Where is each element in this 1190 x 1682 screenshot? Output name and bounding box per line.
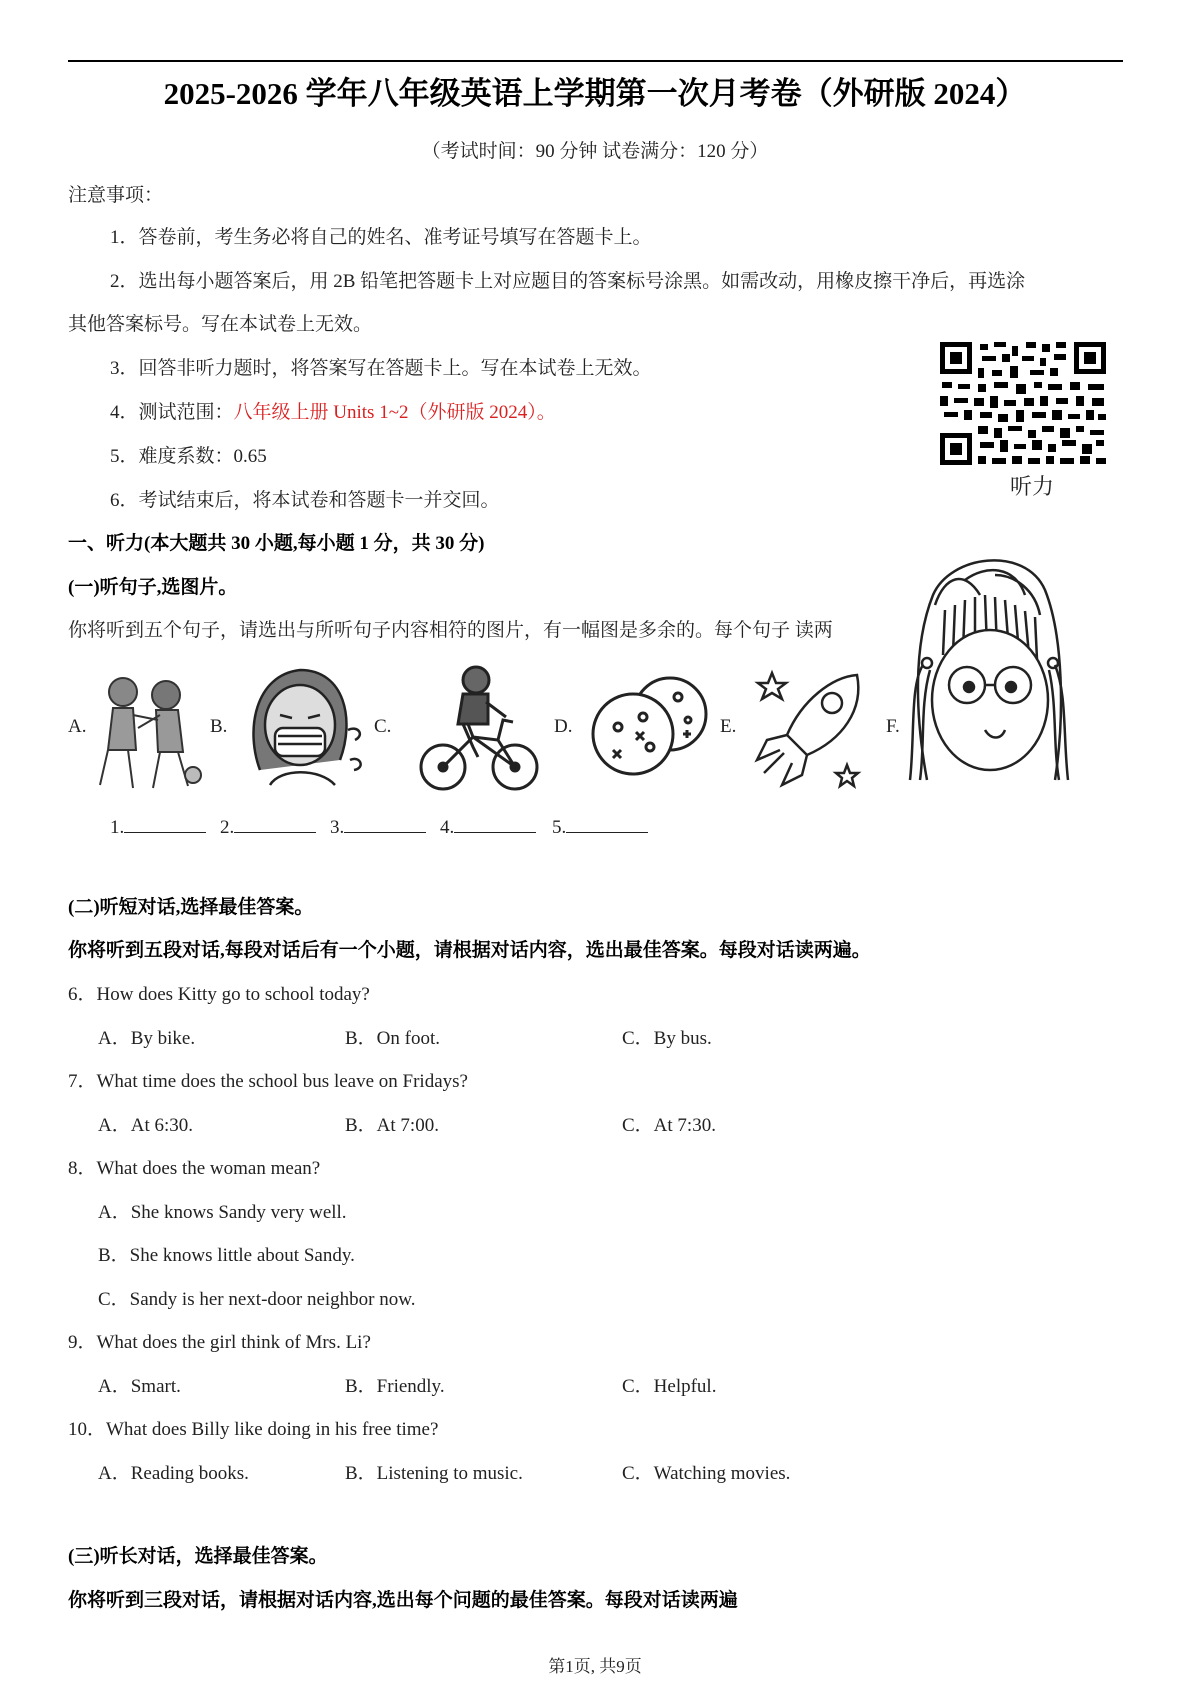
q6-option-c[interactable]: C．By bus. bbox=[622, 1028, 712, 1049]
q6-option-b[interactable]: B．On foot. bbox=[345, 1028, 441, 1049]
q8-option-a[interactable]: A．She knows Sandy very well. bbox=[98, 1202, 347, 1223]
pic-label-e: E. bbox=[720, 716, 737, 737]
q9-option-a[interactable]: A．Smart. bbox=[98, 1376, 181, 1397]
pic-label-b: B. bbox=[210, 716, 228, 737]
notice-item-2-cont: 其他答案标号。写在本试卷上无效。 bbox=[68, 314, 373, 335]
scope-end: 。 bbox=[536, 402, 556, 423]
part2-heading: (二)听短对话,选择最佳答案。 bbox=[68, 897, 314, 918]
q6-option-a[interactable]: A．By bike. bbox=[98, 1028, 196, 1049]
notice-item-5: 5．难度系数：0.65 bbox=[110, 446, 267, 467]
answer-blank-4[interactable]: 4. bbox=[440, 814, 544, 839]
question-6: 6．How does Kitty go to school today? bbox=[68, 984, 370, 1005]
part1-instruction: 你将听到五个句子，请选出与所听句子内容相符的图片，有一幅图是多余的。每个句子 读两 bbox=[68, 620, 833, 641]
notice-item-3: 3．回答非听力题时，将答案写在答题卡上。写在本试卷上无效。 bbox=[110, 358, 652, 379]
part1-heading: (一)听句子,选图片。 bbox=[68, 577, 238, 598]
rocket-icon bbox=[752, 665, 872, 790]
answer-blank-5[interactable]: 5. bbox=[552, 814, 656, 839]
q8-option-c[interactable]: C．Sandy is her next-door neighbor now. bbox=[98, 1289, 416, 1310]
page-footer: 第1页, 共9页 bbox=[548, 1657, 642, 1676]
notice-heading: 注意事项： bbox=[68, 185, 164, 206]
q7-option-a[interactable]: A．At 6:30. bbox=[98, 1115, 194, 1136]
q7-option-b[interactable]: B．At 7:00. bbox=[345, 1115, 439, 1136]
top-rule bbox=[68, 60, 1123, 62]
question-9: 9．What does the girl think of Mrs. Li? bbox=[68, 1332, 371, 1353]
pic-label-f: F. bbox=[886, 716, 900, 737]
answer-blank-1[interactable]: 1. bbox=[110, 814, 214, 839]
exam-info: （考试时间：90 分钟 试卷满分：120 分） bbox=[421, 141, 769, 162]
part3-heading: (三)听长对话，选择最佳答案。 bbox=[68, 1546, 328, 1567]
scope-highlight: 八年级上册 Units 1~2（外研版 2024） bbox=[233, 402, 537, 423]
qr-code-icon[interactable] bbox=[938, 340, 1108, 467]
q7-option-c[interactable]: C．At 7:30. bbox=[622, 1115, 716, 1136]
notice-item-2: 2．选出每小题答案后，用 2B 铅笔把答题卡上对应题目的答案标号涂黑。如需改动，用橡皮擦干净后，再选涂 bbox=[110, 271, 1026, 292]
cookies-icon bbox=[588, 672, 713, 777]
question-8: 8．What does the woman mean? bbox=[68, 1158, 321, 1179]
notice-item-4 bbox=[110, 397, 556, 424]
page-title: 2025-2026 学年八年级英语上学期第一次月考卷（外研版 2024） bbox=[163, 76, 1027, 111]
kids-fighting-icon bbox=[88, 670, 203, 795]
q9-option-c[interactable]: C．Helpful. bbox=[622, 1376, 717, 1397]
notice-item-6: 6．考试结束后，将本试卷和答题卡一并交回。 bbox=[110, 490, 500, 511]
part3-instruction: 你将听到三段对话，请根据对话内容,选出每个问题的最佳答案。每段对话读两遍 bbox=[68, 1590, 738, 1611]
section1-heading: 一、听力(本大题共 30 小题,每小题 1 分，共 30 分) bbox=[68, 533, 485, 554]
notice-item-1: 1．答卷前，考生务必将自己的姓名、准考证号填写在答题卡上。 bbox=[110, 227, 652, 248]
q10-option-c[interactable]: C．Watching movies. bbox=[622, 1463, 791, 1484]
q8-option-b[interactable]: B．She knows little about Sandy. bbox=[98, 1245, 355, 1266]
pic-label-c: C. bbox=[374, 716, 392, 737]
question-10: 10．What does Billy like doing in his free time? bbox=[68, 1419, 439, 1440]
answer-blank-3[interactable]: 3. bbox=[330, 814, 434, 839]
pic-label-a: A. bbox=[68, 716, 87, 737]
q10-option-b[interactable]: B．Listening to music. bbox=[345, 1463, 523, 1484]
girl-illustration-icon bbox=[905, 535, 1070, 785]
q10-option-a[interactable]: A．Reading books. bbox=[98, 1463, 249, 1484]
boy-cycling-icon bbox=[418, 662, 543, 797]
q9-option-b[interactable]: B．Friendly. bbox=[345, 1376, 445, 1397]
question-7: 7．What time does the school bus leave on Fridays? bbox=[68, 1071, 468, 1092]
qr-label: 听力 bbox=[1010, 475, 1055, 500]
scope-label: 4．测试范围： bbox=[110, 402, 234, 423]
sick-girl-mask-icon bbox=[240, 660, 370, 790]
pic-label-d: D. bbox=[554, 716, 573, 737]
answer-blank-2[interactable]: 2. bbox=[220, 814, 324, 839]
part2-instruction: 你将听到五段对话,每段对话后有一个小题，请根据对话内容，选出最佳答案。每段对话读两遍。 bbox=[68, 940, 871, 961]
